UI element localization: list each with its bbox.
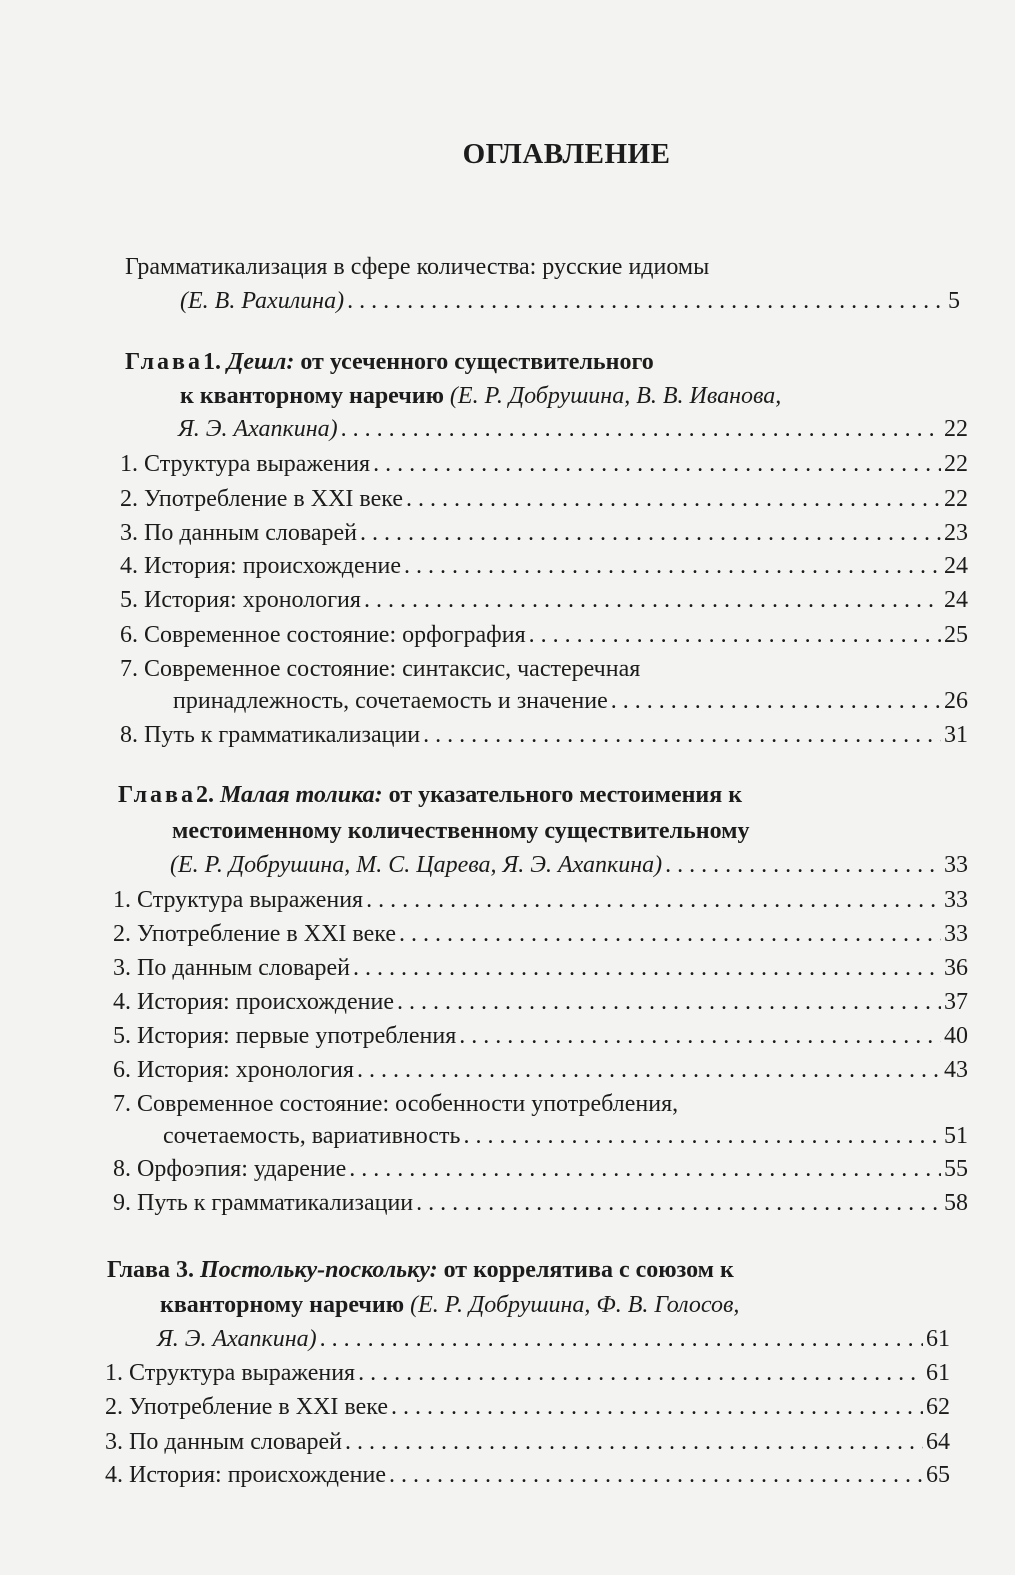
chapter-number: 3. [176,1257,194,1283]
dot-leader [665,850,941,880]
toc-page-number: 61 [926,1360,950,1386]
toc-page-number: 22 [944,486,968,512]
section-title: 7. Современное состояние: синтаксис, частеречная [120,656,641,682]
dot-leader [529,620,941,650]
section-title: 6. История: хронология [113,1057,354,1083]
toc-section [120,484,968,514]
toc-section [113,1055,968,1085]
toc-section [113,1021,968,1051]
dot-leader [364,585,941,615]
dot-leader [463,1121,941,1151]
toc-page-number: 22 [944,416,968,442]
chapter-number: 1. [203,349,221,375]
toc-section [120,518,968,548]
toc-page-number: 33 [944,887,968,913]
chapter-2-authors-entry [170,850,968,880]
toc-page-number: 23 [944,520,968,546]
dot-leader [389,1460,923,1490]
chapter-2-heading-line2 [172,816,749,846]
chapter-3-authors-entry [157,1324,950,1354]
chapter-label: Глава [118,782,196,808]
chapter-term: Малая толика: [220,782,383,808]
chapter-1-heading-line2 [180,381,781,411]
dot-leader [349,1154,941,1184]
dot-leader [373,449,941,479]
toc-page-number: 37 [944,989,968,1015]
toc-page-number: 26 [944,688,968,714]
toc-section [120,620,968,650]
toc-page-number: 33 [944,852,968,878]
section-title: 3. По данным словарей [113,955,350,981]
toc-section [105,1460,950,1490]
toc-section [113,919,968,949]
dot-leader [611,686,941,716]
toc-page-number: 61 [926,1326,950,1352]
toc-page-number: 51 [944,1123,968,1149]
toc-section [120,585,968,615]
section-title: 2. Употребление в XXI веке [105,1394,388,1420]
dot-leader [399,919,941,949]
dot-leader [404,551,941,581]
section-title: 1. Структура выражения [105,1360,356,1386]
toc-intro-title: Грамматикализация в сфере количества: русские идиомы [125,254,710,280]
toc-page-number: 24 [944,587,968,613]
chapter-title: от указательного местоимения к [388,782,743,808]
section-title: 3. По данным словарей [120,520,357,546]
toc-section [113,885,968,915]
section-title-cont: принадлежность, сочетаемость и значение [173,688,608,714]
toc-page-number: 55 [944,1156,968,1182]
chapter-authors: (Е. Р. Добрушина, М. С. Царева, Я. Э. Ахапкина) [170,852,663,878]
dot-leader [341,414,941,444]
chapter-title-line2: кванторному наречию [160,1292,405,1318]
toc-page-number: 64 [926,1429,950,1455]
toc-section [120,720,968,750]
section-title: 9. Путь к грамматикализации [113,1190,414,1216]
section-title: 8. Путь к грамматикализации [120,722,421,748]
toc-section [113,1154,968,1184]
chapter-1-authors-entry [178,414,968,444]
chapter-number: 2. [196,782,214,808]
chapter-title-line2: к кванторному наречию [180,383,444,409]
chapter-label: Глава [125,349,203,375]
chapter-term: Постольку-поскольку: [200,1257,438,1283]
section-title: 2. Употребление в XXI веке [113,921,396,947]
toc-page-number: 65 [926,1462,950,1488]
chapter-title: от усеченного существительного [300,349,654,375]
toc-section [105,1427,950,1457]
section-title: 4. История: происхождение [113,989,395,1015]
toc-section [163,1121,968,1151]
dot-leader [397,987,941,1017]
chapter-title: от коррелятива с союзом к [443,1257,734,1283]
toc-page-number: 62 [926,1394,950,1420]
chapter-authors: Я. Э. Ахапкина) [178,416,338,442]
toc-page-number: 33 [944,921,968,947]
section-title: 6. Современное состояние: орфография [120,622,526,648]
chapter-title-line2: местоименному количественному существительному [172,818,750,844]
chapter-1-heading [125,347,654,377]
toc-section [105,1358,950,1388]
dot-leader [320,1324,923,1354]
toc-intro-author: (Е. В. Рахилина) [180,288,345,314]
dot-leader [391,1392,923,1422]
section-title: 4. История: происхождение [105,1462,387,1488]
chapter-label: Глава [107,1257,170,1283]
toc-page-number: 43 [944,1057,968,1083]
dot-leader [366,885,941,915]
toc-intro-entry [180,286,960,316]
dot-leader [347,286,945,316]
chapter-term: Дешл: [227,349,295,375]
toc-page-number: 36 [944,955,968,981]
toc-page-number: 24 [944,553,968,579]
chapter-3-heading [107,1255,734,1285]
toc-section [113,953,968,983]
section-title: 8. Орфоэпия: ударение [113,1156,347,1182]
chapter-authors: (Е. Р. Добрушина, Ф. В. Голосов, [410,1292,740,1318]
chapter-authors: Я. Э. Ахапкина) [157,1326,317,1352]
section-title: 1. Структура выражения [113,887,364,913]
dot-leader [416,1188,941,1218]
toc-section [113,1188,968,1218]
toc-page-number: 40 [944,1023,968,1049]
section-title: 2. Употребление в XXI веке [120,486,403,512]
dot-leader [423,720,941,750]
section-title: 7. Современное состояние: особенности употребления, [113,1091,679,1117]
toc-page-number: 58 [944,1190,968,1216]
toc-section [105,1392,950,1422]
dot-leader [360,518,941,548]
dot-leader [353,953,941,983]
section-title: 4. История: происхождение [120,553,402,579]
section-title: 5. История: первые употребления [113,1023,457,1049]
chapter-authors: (Е. Р. Добрушина, В. В. Иванова, [449,383,782,409]
toc-page-number: 5 [948,288,960,314]
toc-page-number: 25 [944,622,968,648]
toc-section [113,987,968,1017]
dot-leader [459,1021,941,1051]
dot-leader [358,1358,923,1388]
page-title: ОГЛАВЛЕНИЕ [462,138,671,170]
chapter-2-heading [118,780,742,810]
toc-page-number: 22 [944,451,968,477]
section-title: 3. По данным словарей [105,1429,342,1455]
toc-section [120,551,968,581]
chapter-3-heading-line2 [160,1290,739,1320]
dot-leader [357,1055,941,1085]
toc-section [173,686,968,716]
section-title: 5. История: хронология [120,587,361,613]
dot-leader [406,484,941,514]
toc-page-number: 31 [944,722,968,748]
dot-leader [345,1427,923,1457]
toc-section [120,449,968,479]
section-title: 1. Структура выражения [120,451,371,477]
section-title-cont: сочетаемость, вариативность [163,1123,461,1149]
